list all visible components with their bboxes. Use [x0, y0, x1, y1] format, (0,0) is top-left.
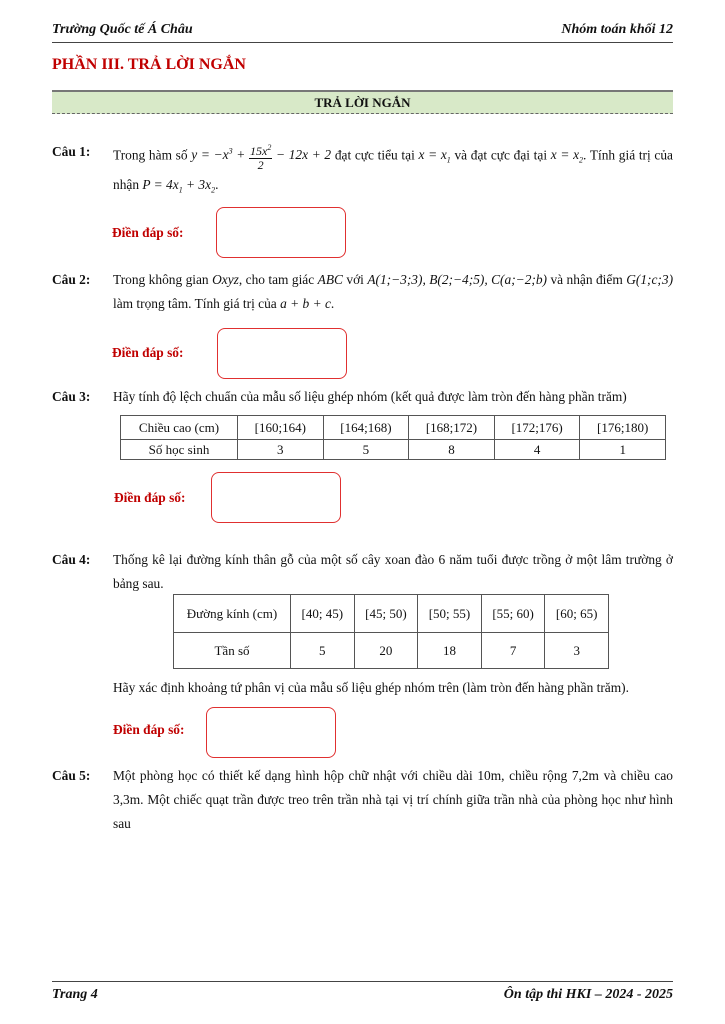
question-text: Hãy xác định khoảng tứ phân vị của mẫu số liệu ghép nhóm trên (làm tròn đến hàng phần trăm). — [113, 680, 629, 695]
page-footer — [52, 981, 673, 1006]
formula: ABC — [317, 272, 343, 287]
formula: $P = 4x_1 + 3x_2$ — [142, 177, 216, 195]
formula: $x = x_2$ — [550, 147, 584, 166]
question-2 — [52, 268, 673, 320]
table-cell: 5 — [323, 440, 409, 460]
header-school: Trường Quốc tế Á Châu — [52, 22, 193, 37]
table-cell: 8 — [409, 440, 495, 460]
text-fragment: , cho tam giác — [238, 272, 315, 287]
table-cell: Tần số — [174, 633, 291, 669]
text-fragment: Trong hàm số — [113, 147, 188, 163]
question-4 — [52, 548, 673, 596]
fraction: $\frac{15x^2}{2}$ — [249, 142, 272, 172]
height-table — [120, 415, 666, 460]
table-header-row — [174, 595, 609, 633]
table-cell: [45; 50) — [354, 595, 418, 633]
text-fragment: làm trọng tâm. Tính giá trị của — [113, 296, 277, 311]
answer-label: Điền đáp số: — [112, 225, 184, 240]
diameter-table — [173, 594, 609, 669]
answer-box-4[interactable] — [206, 707, 336, 758]
table-cell: [160;164) — [238, 416, 324, 440]
table-cell: 3 — [238, 440, 324, 460]
table-cell: [55; 60) — [481, 595, 545, 633]
question-1 — [52, 140, 673, 200]
answer-label: Điền đáp số: — [113, 722, 185, 737]
table-cell: [172;176) — [494, 416, 580, 440]
table-cell: [60; 65) — [545, 595, 609, 633]
table-cell: Đường kính (cm) — [174, 595, 291, 633]
formula: G(1;c;3) — [626, 272, 674, 287]
answer-label: Điền đáp số: — [112, 345, 184, 360]
table-cell: 18 — [418, 633, 482, 669]
question-number: Câu 2: — [52, 272, 91, 287]
section-band: TRẢ LỜI NGẮN — [52, 90, 673, 114]
question-number: Câu 5: — [52, 768, 91, 783]
header-group: Nhóm toán khối 12 — [561, 22, 673, 37]
page-header — [52, 20, 673, 43]
table-cell: 4 — [494, 440, 580, 460]
text-fragment: . Tính giá trị của nhận — [113, 147, 673, 193]
text-fragment: . — [330, 296, 335, 311]
text-fragment: . — [215, 177, 219, 193]
table-cell: 20 — [354, 633, 418, 669]
answer-box-2[interactable] — [217, 328, 347, 379]
formula: a + b + c — [280, 296, 331, 311]
table-cell: [176;180) — [580, 416, 666, 440]
formula: $y = -x^3$ + $\frac{15x^2}{2}$ − 12x + 2 — [191, 142, 332, 172]
table-cell: Số học sinh — [121, 440, 238, 460]
table-cell: [164;168) — [323, 416, 409, 440]
question-text — [113, 268, 673, 316]
formula: A(1;−3;3), B(2;−4;5), C(a;−2;b) — [367, 272, 548, 287]
table-cell: [50; 55) — [418, 595, 482, 633]
part-title: PHẦN III. TRẢ LỜI NGẮN — [52, 56, 246, 73]
table-cell: 3 — [545, 633, 609, 669]
question-number: Câu 1: — [52, 144, 91, 159]
table-header-row — [121, 416, 666, 440]
table-cell: 7 — [481, 633, 545, 669]
question-text: Một phòng học có thiết kế dạng hình hộp chữ nhật với chiều dài 10m, chiều rộng 7,2m và chiều cao 3,3m. Một chiếc quạt trần được treo trên trần nhà tại vị trí chính giữa trần nhà của phòng học như hình sau — [113, 768, 673, 831]
formula: Oxyz — [212, 272, 239, 287]
table-cell: Chiều cao (cm) — [121, 416, 238, 440]
question-number: Câu 4: — [52, 552, 91, 567]
question-3 — [52, 385, 673, 411]
answer-box-1[interactable] — [216, 207, 346, 258]
table-cell: [168;172) — [409, 416, 495, 440]
text-fragment: và nhận điểm — [550, 272, 623, 287]
footer-page-number: Trang 4 — [52, 987, 98, 1002]
question-text: Hãy tính độ lệch chuẩn của mẫu số liệu ghép nhóm (kết quả được làm tròn đến hàng phần trăm) — [113, 389, 627, 404]
table-row — [121, 440, 666, 460]
question-text — [113, 140, 673, 203]
table-cell: 5 — [291, 633, 355, 669]
answer-box-3[interactable] — [211, 472, 341, 523]
table-row — [174, 633, 609, 669]
question-4-followup — [52, 676, 673, 702]
question-text: Thống kê lại đường kính thân gỗ của một số cây xoan đào 6 năm tuổi được trồng ở một lâm trường ở bảng sau. — [113, 552, 673, 591]
answer-label: Điền đáp số: — [114, 490, 186, 505]
table-cell: 1 — [580, 440, 666, 460]
question-number: Câu 3: — [52, 389, 91, 404]
text-fragment: Trong không gian — [113, 272, 209, 287]
formula: $x = x_1$ — [418, 147, 451, 166]
text-fragment: đạt cực tiểu tại — [334, 147, 415, 163]
question-5 — [52, 764, 673, 836]
text-fragment: với — [346, 272, 364, 287]
footer-exam-title: Ôn tập thi HKI – 2024 - 2025 — [503, 987, 673, 1002]
text-fragment: và đạt cực đại tại — [454, 147, 548, 163]
table-cell: [40; 45) — [291, 595, 355, 633]
